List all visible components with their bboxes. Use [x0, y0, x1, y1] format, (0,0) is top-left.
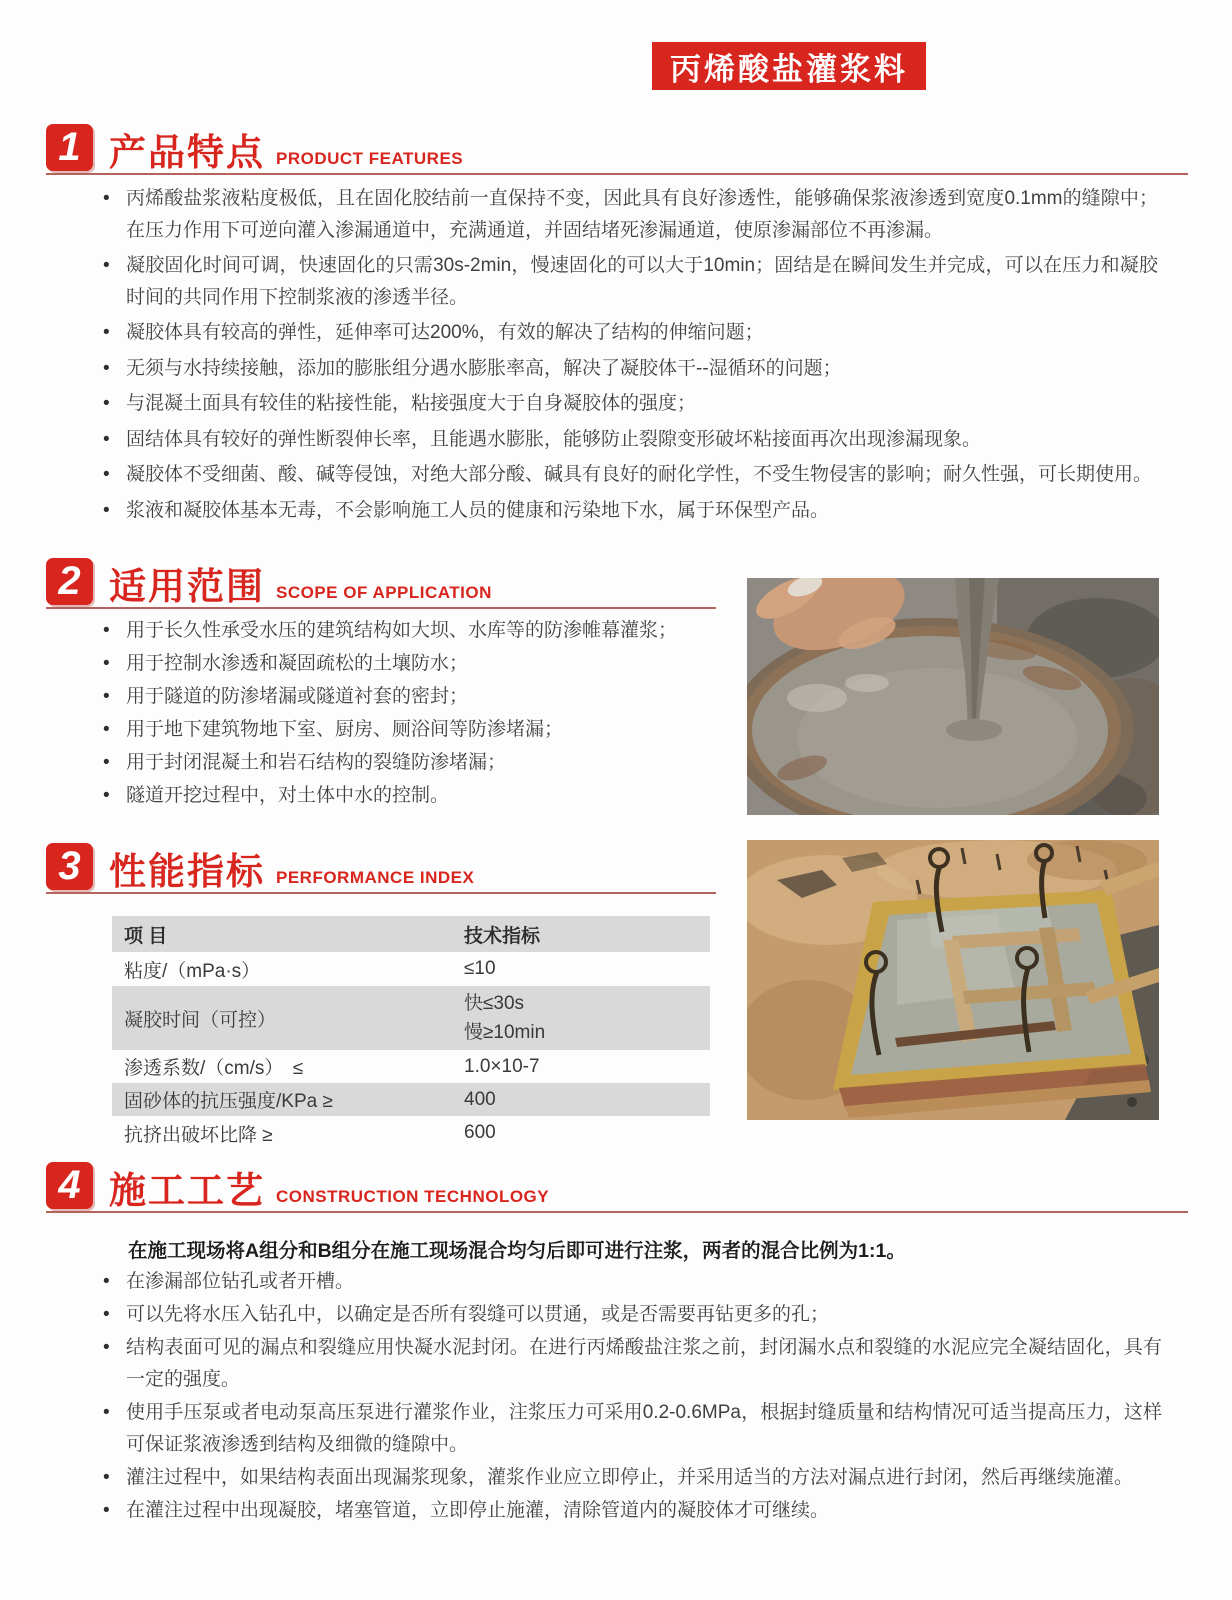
- list-item: [96, 785, 721, 807]
- row-value: ≤10: [464, 958, 496, 979]
- feature-text: 凝胶体具有较高的弹性，延伸率可达200%，有效的解决了结构的伸缩问题；: [126, 322, 764, 343]
- section-4-subtitle: CONSTRUCTION TECHNOLOGY: [276, 1187, 550, 1206]
- table-row: [112, 1116, 710, 1150]
- list-item: [96, 1495, 1162, 1527]
- list-item: [96, 1332, 1162, 1396]
- scope-text: 用于地下建筑物地下室、厨房、厕浴间等防渗堵漏；: [126, 719, 564, 740]
- row-item: 渗透系数/（cm/s） ≤: [124, 1058, 304, 1079]
- scope-text: 用于长久性承受水压的建筑结构如大坝、水库等的防渗帷幕灌浆；: [126, 620, 678, 641]
- section-2-rule: [46, 607, 716, 609]
- product-title: 丙烯酸盐灌浆料: [670, 51, 908, 87]
- section-3-header: [46, 843, 474, 890]
- list-item: [96, 653, 721, 675]
- section-4-title: 施工工艺: [109, 1170, 265, 1211]
- value-line: 快≤30s: [464, 993, 525, 1014]
- list-item: [96, 459, 1158, 491]
- section-4-number: 4: [58, 1163, 81, 1207]
- row-item: 抗挤出破坏比降 ≥: [124, 1124, 273, 1146]
- section-1-rule: [46, 173, 1188, 175]
- list-item: [96, 250, 1158, 313]
- step-text: 在灌注过程中出现凝胶，堵塞管道，立即停止施灌，清除管道内的凝胶体才可继续。: [126, 1500, 830, 1521]
- scope-text: 用于封闭混凝土和岩石结构的裂缝防渗堵漏；: [126, 752, 507, 773]
- column-header-item: 项 目: [124, 925, 168, 947]
- list-item: [96, 719, 721, 741]
- step-text: 结构表面可见的漏点和裂缝应用快凝水泥封闭。在进行丙烯酸盐注浆之前，封闭漏水点和裂缝的水泥应完全凝结固化，具有一定的强度。: [126, 1337, 1162, 1390]
- section-3-title: 性能指标: [109, 851, 265, 892]
- step-text: 灌注过程中，如果结构表面出现漏浆现象，灌浆作业应立即停止，并采用适当的方法对漏点进行封闭，然后再继续施灌。: [126, 1467, 1134, 1488]
- section-4-rule: [46, 1211, 1188, 1213]
- section-2-subtitle: SCOPE OF APPLICATION: [276, 583, 492, 602]
- feature-text: 固结体具有较好的弹性断裂伸长率，且能遇水膨胀，能够防止裂隙变形破坏粘接面再次出现渗漏现象。: [126, 428, 982, 450]
- table-row: [112, 952, 710, 986]
- row-value: [452, 986, 710, 1050]
- list-item: [96, 353, 1158, 385]
- row-value: 1.0×10-7: [464, 1055, 540, 1077]
- row-item: 固砂体的抗压强度/KPa ≥: [124, 1091, 333, 1112]
- section-1-header: [46, 124, 463, 171]
- section-3-subtitle: PERFORMANCE INDEX: [276, 868, 475, 887]
- list-item: [96, 686, 721, 708]
- scope-of-application-list: [96, 620, 721, 818]
- section-3-number: 3: [58, 844, 81, 888]
- section-1-title: 产品特点: [109, 132, 265, 173]
- list-item: [96, 424, 1158, 456]
- product-features-list: [96, 183, 1158, 530]
- scope-text: 用于隧道的防渗堵漏或隧道衬套的密封；: [126, 686, 469, 707]
- section-1-number: 1: [58, 125, 81, 169]
- section-4-number-badge: [46, 1162, 93, 1209]
- list-item: [96, 620, 721, 642]
- feature-text: 无须与水持续接触，添加的膨胀组分遇水膨胀率高，解决了凝胶体干--湿循环的问题；: [126, 357, 842, 379]
- performance-index-table: [112, 916, 710, 1150]
- list-item: [96, 495, 1158, 527]
- section-1-subtitle: PRODUCT FEATURES: [276, 149, 464, 168]
- section-2-header: [46, 558, 492, 605]
- feature-text: 凝胶体不受细菌、酸、碱等侵蚀，对绝大部分酸、碱具有良好的耐化学性，不受生物侵害的影响；耐久性强，可长期使用。: [126, 464, 1153, 485]
- scope-text: 隧道开挖过程中，对土体中水的控制。: [126, 785, 450, 806]
- section-2-title: 适用范围: [109, 566, 265, 607]
- table-row: [112, 1050, 710, 1083]
- column-header-value: 技术指标: [464, 925, 541, 947]
- list-item: [96, 1299, 1162, 1331]
- feature-text: 与混凝土面具有较佳的粘接性能，粘接强度大于自身凝胶体的强度；: [126, 393, 697, 414]
- list-item: [96, 183, 1158, 246]
- section-2-number-badge: [46, 558, 93, 605]
- feature-text: 浆液和凝胶体基本无毒，不会影响施工人员的健康和污染地下水，属于环保型产品。: [126, 499, 830, 521]
- list-item: [96, 1266, 1162, 1298]
- section-4-header: [46, 1162, 549, 1209]
- row-value: 400: [464, 1088, 496, 1110]
- list-item: [96, 1462, 1162, 1494]
- table-row: [112, 986, 710, 1050]
- list-item: [96, 388, 1158, 420]
- slurry-mixing-photo: [747, 578, 1159, 815]
- grouting-formwork-photo: [747, 840, 1159, 1120]
- row-item: 凝胶时间（可控）: [124, 1009, 277, 1031]
- section-1-number-badge: [46, 124, 93, 171]
- section-2-number: 2: [58, 559, 81, 603]
- list-item: [96, 317, 1158, 349]
- product-title-banner: [652, 42, 926, 90]
- row-item: 粘度/（mPa·s）: [124, 960, 261, 982]
- step-text: 在渗漏部位钻孔或者开槽。: [126, 1271, 355, 1292]
- construction-steps-list: [96, 1266, 1162, 1528]
- feature-text: 丙烯酸盐浆液粘度极低，且在固化胶结前一直保持不变，因此具有良好渗透性，能够确保浆液渗透到宽度0.1mm的缝隙中；在压力作用下可逆向灌入渗漏通道中，充满通道，并固结堵死渗漏通道，使原渗漏部位不再渗漏。: [126, 188, 1158, 241]
- construction-intro: 在施工现场将A组分和B组分在施工现场混合均匀后即可进行注浆，两者的混合比例为1:1。: [128, 1240, 906, 1262]
- list-item: [96, 1397, 1162, 1461]
- section-3-number-badge: [46, 843, 93, 890]
- feature-text: 凝胶固化时间可调，快速固化的只需30s-2min，慢速固化的可以大于10min；固结是在瞬间发生并完成，可以在压力和凝胶时间的共同作用下控制浆液的渗透半径。: [126, 255, 1158, 308]
- list-item: [96, 752, 721, 774]
- table-header-row: [112, 916, 710, 952]
- table-row: [112, 1083, 710, 1116]
- step-text: 可以先将水压入钻孔中，以确定是否所有裂缝可以贯通，或是否需要再钻更多的孔；: [126, 1304, 830, 1325]
- section-3-rule: [46, 892, 716, 894]
- value-line: 慢≥10min: [464, 1022, 546, 1043]
- scope-text: 用于控制水渗透和凝固疏松的土壤防水；: [126, 653, 469, 674]
- row-value: 600: [464, 1122, 496, 1143]
- step-text: 使用手压泵或者电动泵高压泵进行灌浆作业，注浆压力可采用0.2-0.6MPa，根据封缝质量和结构情况可适当提高压力，这样可保证浆液渗透到结构及细微的缝隙中。: [126, 1402, 1162, 1455]
